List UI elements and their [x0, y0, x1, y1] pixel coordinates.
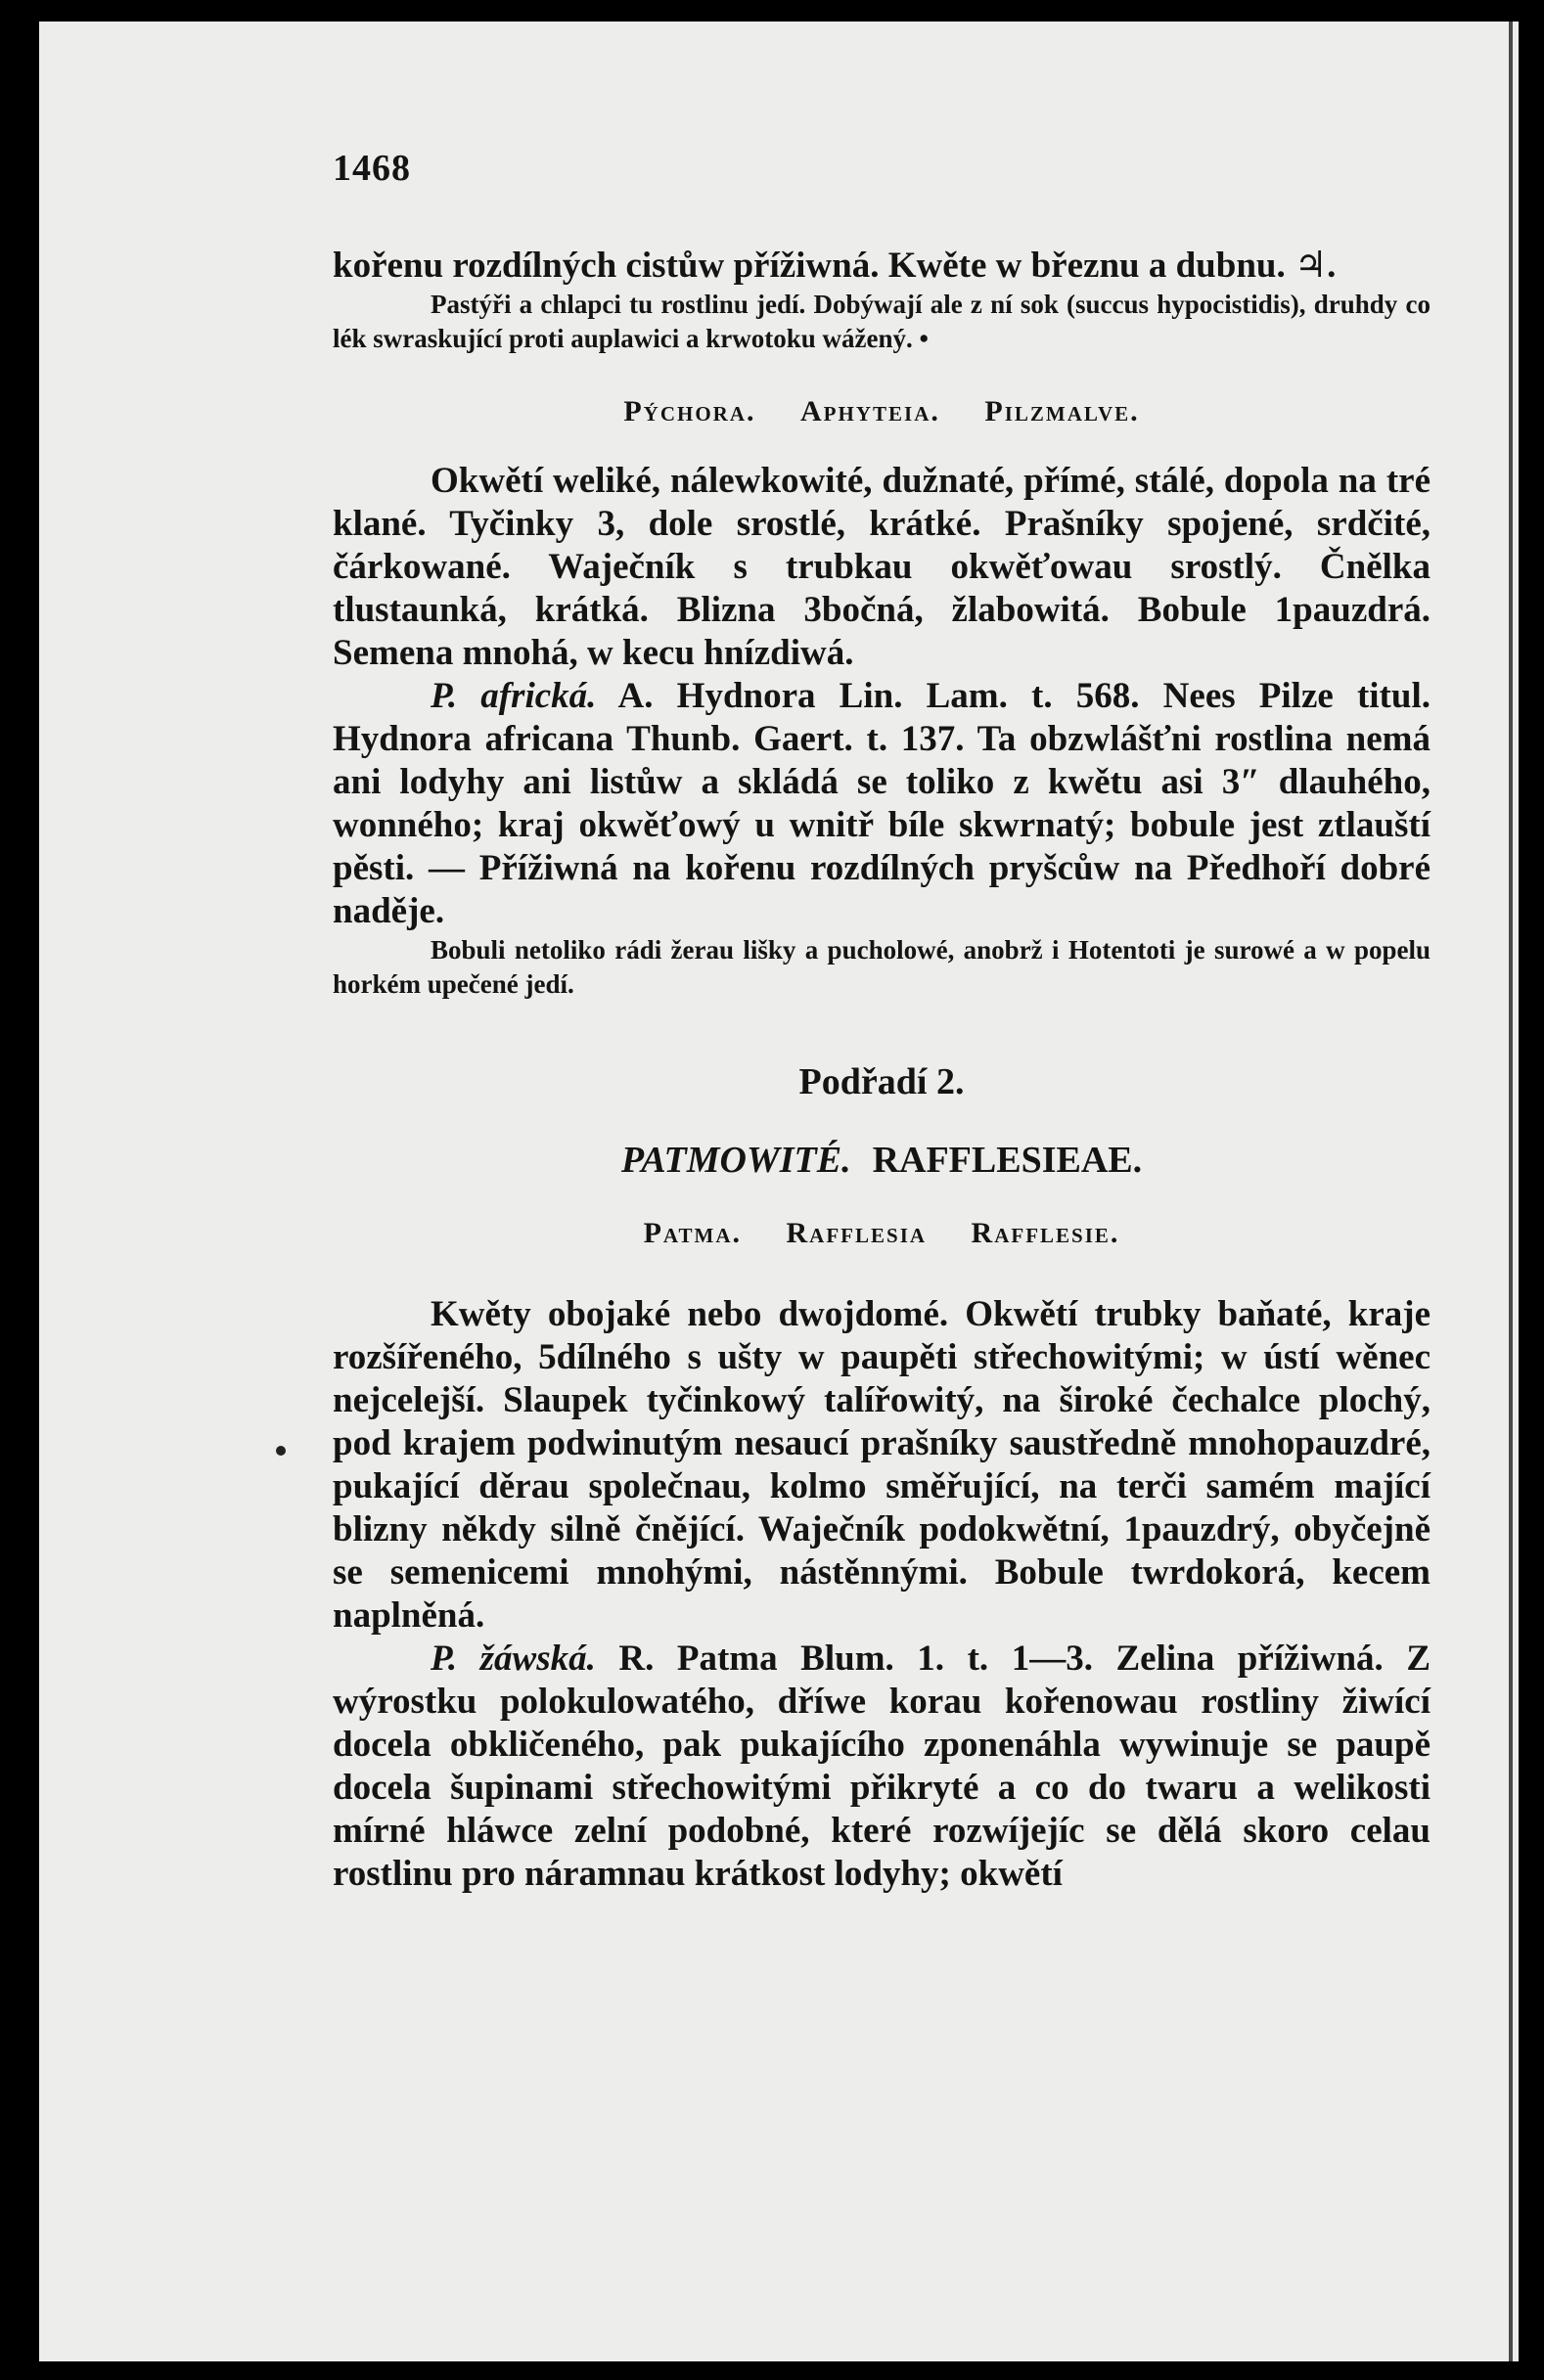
page-content [333, 147, 1430, 1896]
genus-latin-name: Rafflesia [786, 1217, 928, 1249]
species-text: A. Hydnora Lin. Lam. t. 568. Nees Pilze titul. Hydnora africana Thunb. Gaert. t. 137. Ta obzwlášťni rostlina nemá ani lodyhy ani listůw a skládá se toliko z kwětu asi 3″ dlauhého, wonného; kraj okwěťowý u wnitř bíle skwrnatý; bobule jest ztlauští pěsti. — Přížiwná na kořenu rozdílných pryšcůw na Předhoří dobré naděje. [333, 676, 1430, 931]
species-name: P. africká. [431, 676, 597, 716]
note-paragraph-2: Bobuli netoliko rádi žerau lišky a pucholowé, anobrž i Hotentoti je surowé a w popelu horkém upečené jedí. [333, 935, 1430, 999]
suborder-heading: Podřadí 2. [798, 1061, 965, 1102]
genus-heading-pychora [333, 395, 1430, 428]
species-name: P. žáwská. [431, 1639, 596, 1679]
genus-german-name: Pilzmalve. [984, 395, 1140, 427]
genus-description: Okwětí weliké, nálewkowité, dužnaté, přímé, stálé, dopola na tré klané. Tyčinky 3, dole srostlé, krátké. Prašníky spojené, srdčité, čárkowané. Waječník s trubkau okwěťowau srostlý. Čnělka tlustaunká, krátká. Blizna 3bočná, žlabowitá. Bobule 1pauzdrá. Semena mnohá, w kecu hnízdiwá. [333, 461, 1430, 673]
genus-latin-name: Aphyteia. [800, 395, 940, 427]
genus-czech-name: Patma. [643, 1217, 743, 1249]
book-page [39, 22, 1519, 2361]
family-czech-name: PATMOWITÉ. [620, 1140, 851, 1181]
page-number: 1468 [333, 148, 411, 189]
genus-description-2: Kwěty obojaké nebo dwojdomé. Okwětí trubky baňaté, kraje rozšířeného, 5dílného s ušty w paupěti střechowitými; w ústí wěnec nejcelejší. Slaupek tyčinkowý talířowitý, na široké čechalce plochý, pod krajem podwinutým nesaucí prašníky saustředně mnohopauzdré, pukající děrau společnau, kolmo směřující, na terči samém mající blizny někdy silně čnějící. Waječník podokwětní, 1pauzdrý, obyčejně se semenicemi mnohými, nástěnnými. Bobule twrdokorá, kecem naplněná. [333, 1294, 1430, 1636]
family-latin-name: RAFFLESIEAE. [872, 1140, 1143, 1181]
genus-heading-patma [333, 1217, 1430, 1250]
family-heading [333, 1139, 1430, 1182]
note-paragraph: Pastýři a chlapci tu rostlinu jedí. Dobýwají ale z ní sok (succus hypocistidis), druhdy co lék swraskující proti auplawici a krwotoku wážený. • [333, 290, 1430, 353]
species-paragraph-2 [333, 1638, 1430, 1896]
species-text: R. Patma Blum. 1. t. 1—3. Zelina přížiwná. Z wýrostku polokulowatého, dříwe korau kořenowau rostliny žiwící docela obkličeného, pak pukajícího zponenáhla wywinuje se paupě docela šupinami střechowitými přikryté a co do twaru a welikosti mírné hláwce zelní podobné, které rozwíjejíc se dělá skoro celau rostlinu pro náramnau krátkost lodyhy; okwětí [333, 1639, 1430, 1894]
species-paragraph [333, 675, 1430, 933]
margin-dot [276, 1446, 286, 1456]
page-edge-shadow [1509, 22, 1513, 2361]
genus-czech-name: Pýchora. [623, 395, 756, 427]
intro-paragraph: kořenu rozdílných cistůw přížiwná. Kwěte w březnu a dubnu. ♃. [333, 246, 1337, 286]
genus-german-name: Rafflesie. [971, 1217, 1120, 1249]
